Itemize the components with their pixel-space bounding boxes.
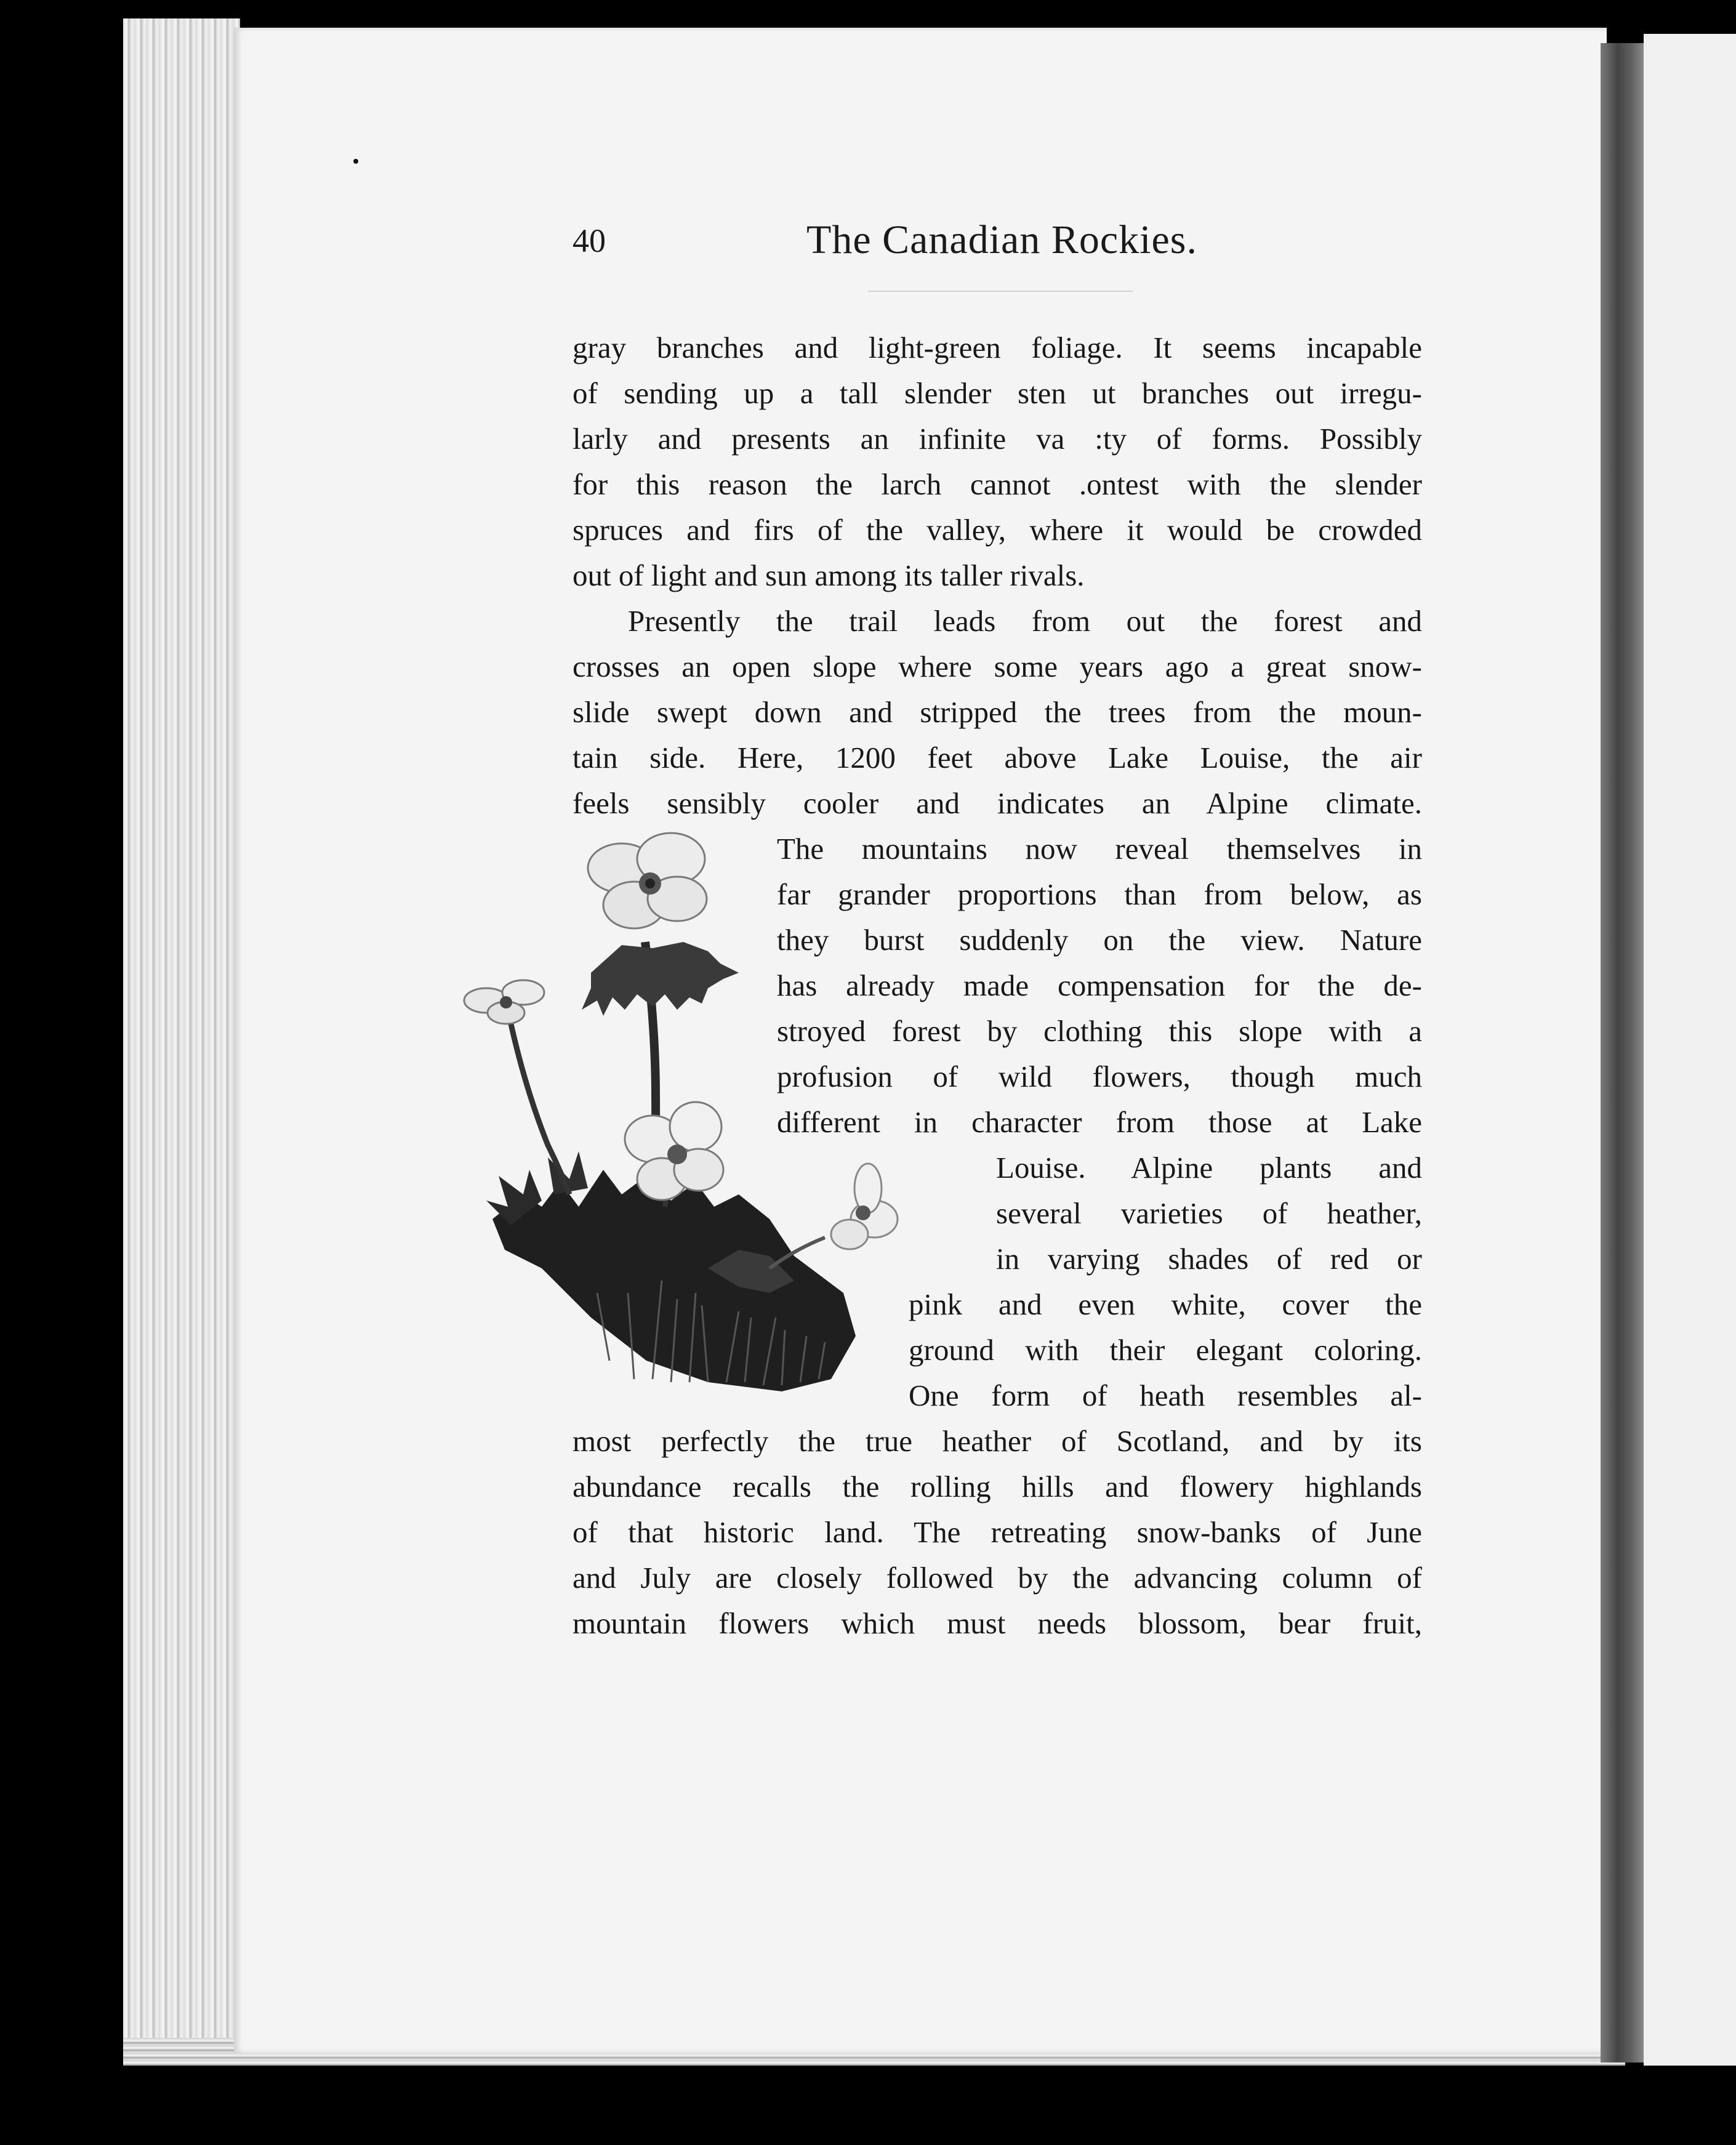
text-line: abundance recalls the rolling hills and flowery highlands [573,1470,1422,1503]
text-line: larly and presents an infinite va :ty of forms. Possibly [573,422,1422,456]
anemone-flower-icon [464,980,544,1024]
text-line: has already made compensation for the de- [777,968,1422,1002]
text-line: One form of heath resembles al- [909,1378,1422,1412]
text-line: slide swept down and stripped the trees from the moun- [573,695,1422,729]
text-line: in varying shades of red or [996,1242,1422,1276]
text-line: out of light and sun among its taller rivals. [573,558,1085,592]
text-line: gray branches and light-green foliage. It seems incapable [573,331,1422,364]
text-line: several varieties of heather, [996,1196,1422,1230]
text-line: The mountains now reveal themselves in [777,832,1422,866]
text-line: far grander proportions than from below, as [777,877,1422,911]
text-line: of that historic land. The retreating snow-banks of June [573,1515,1422,1549]
anemone-flower-icon [625,1102,723,1200]
text-line: for this reason the larch cannot .ontest with the slender [573,467,1422,501]
text-line: crosses an open slope where some years ago a great snow- [573,650,1422,683]
anemone-flower-icon [831,1164,898,1249]
running-title: The Canadian Rockies. [806,217,1197,262]
text-line: profusion of wild flowers, though much [777,1060,1422,1093]
text-line: spruces and firs of the valley, where it would be crowded [573,513,1422,547]
text-line: feels sensibly cooler and indicates an Alpine climate. [573,786,1422,820]
dust-speck [353,159,358,164]
text-line: ground with their elegant coloring. [909,1333,1422,1367]
flower-stem [508,1010,569,1194]
header-rule [868,291,1133,292]
alpine-flower-illustration [449,825,917,1410]
stacked-page-edges [123,18,240,2056]
text-line: pink and even white, cover the [909,1287,1422,1321]
text-line: mountain flowers which must needs blossom, bear fruit, [573,1606,1422,1640]
text-line: they burst suddenly on the view. Nature [777,923,1422,957]
text-line: most perfectly the true heather of Scotland, and by its [573,1424,1422,1458]
text-line: Louise. Alpine plants and [996,1151,1422,1185]
text-line: of sending up a tall slender sten ut branches out irregu- [573,376,1422,410]
text-line: and July are closely followed by the advancing column of [573,1561,1422,1595]
leaf-whorl-icon [582,942,739,1016]
facing-page-edge [1644,34,1736,2066]
text-line: different in character from those at Lake [777,1105,1422,1139]
text-line: stroyed forest by clothing this slope with a [777,1014,1422,1048]
running-head [573,209,1416,265]
text-line: Presently the trail leads from out the forest and [628,604,1422,638]
anemone-flower-icon [588,833,707,928]
page-number: 40 [573,222,606,259]
book-gutter [1601,43,1644,2062]
text-line: tain side. Here, 1200 feet above Lake Louise, the air [573,741,1422,775]
